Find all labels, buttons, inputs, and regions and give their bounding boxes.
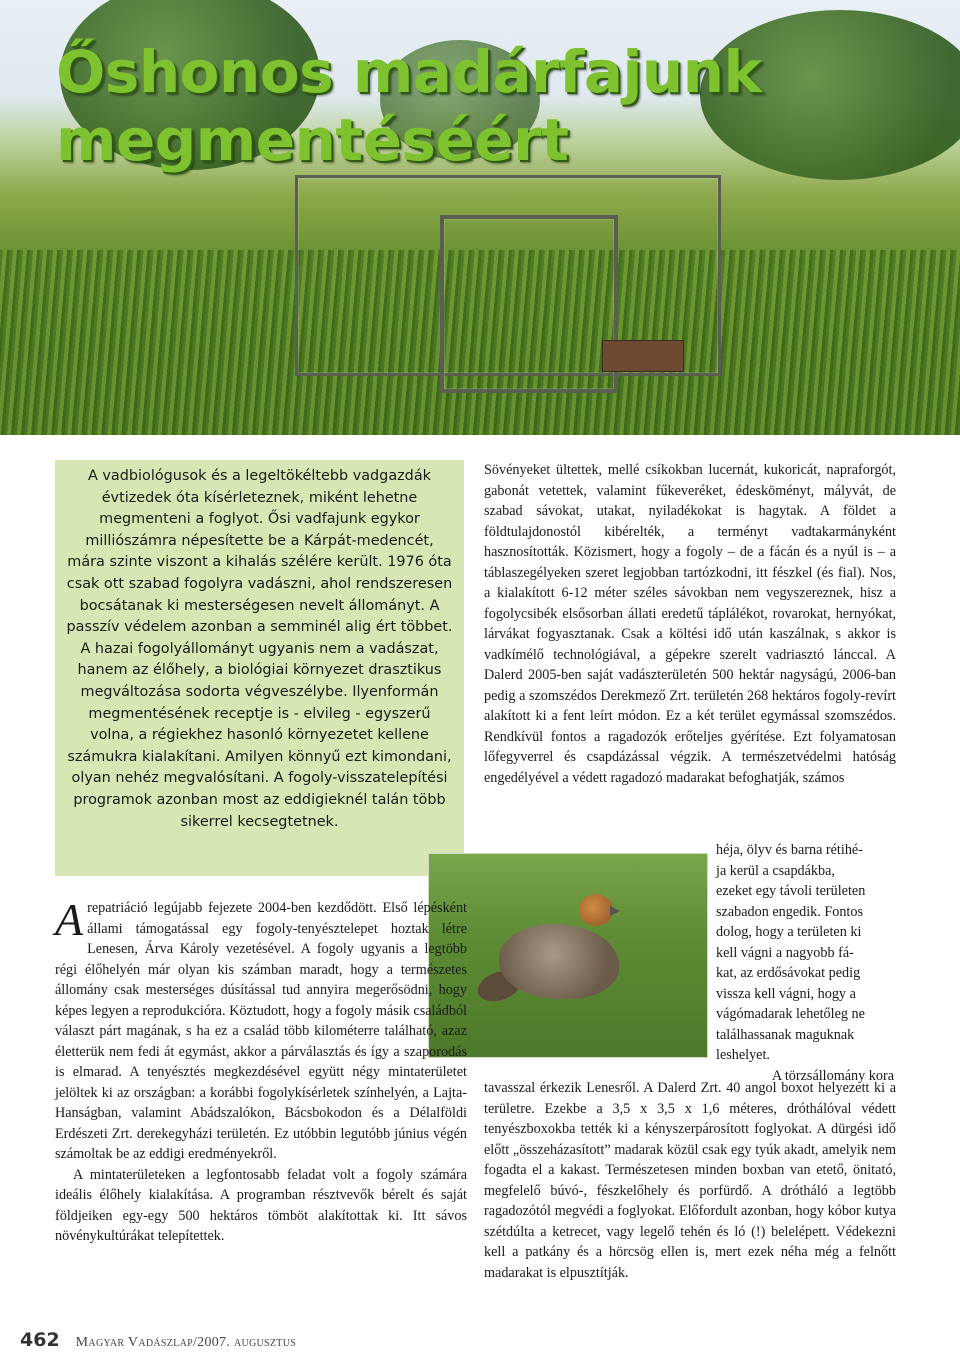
headline-line-2: megmentéséért xyxy=(56,106,569,174)
body-left-paragraph-2: A mintaterületeken a legfontosabb feladat volt a fogoly számára ideális élőhely kialakítása. A programban résztvevők bérelt és saját földjeiken egy-egy 500 hektáros tömböt alakítottak ki. Itt sávos növénykultúrákat telepítettek. xyxy=(55,1166,467,1244)
magazine-issue: Magyar Vadászlap/2007. augusztus xyxy=(75,1335,297,1350)
lead-box xyxy=(55,460,464,876)
body-left-paragraph-1 xyxy=(55,894,467,1165)
partridge-photo xyxy=(428,853,708,1058)
drop-cap: A xyxy=(55,894,84,945)
wrap-line: találhassanak maguknak xyxy=(716,1026,855,1043)
body-right-paragraph-2: tavasszal érkezik Lenesről. A Dalerd Zrt. 40 angol boxot helyezett ki a területre. Ezekbe a 3,5 x 3,5 x 1,6 méteres, dróthálóval védett tenyészboxokba tették ki a kényszerpárosított foglyokat. A dürgési idő előtt „összeházasított” madarak közül csak egy tyúk akadt, amelyik nem fogadta el a kakast. Természetesen minden boxban van etető, önitató, megfelelő búvó-, fészkelőhely és porfürdő. A drótháló a legtöbb ragadozótól megvédi a foglyokat. Előfordult azonban, hogy kóbor kutya szétdúlta a ketrecet, vagy legelő tehén és ló (!) belelépett. Védekezni kell a patkány és a hörcsög ellen is, mert ezek néha még a felnőtt madarakat is elpusztítják. xyxy=(484,1080,896,1281)
wooden-box xyxy=(602,340,684,372)
release-cage-door xyxy=(440,215,618,393)
body-right-p2-first: A törzsállomány kora xyxy=(771,1067,894,1084)
body-column-right xyxy=(484,460,896,788)
hero-photo-meadow-cage xyxy=(0,0,960,435)
body-column-left xyxy=(55,894,467,1247)
headline-line-1: Őshonos madárfajunk xyxy=(56,38,762,106)
wrap-line: héja, ölyv és barna rétihé- xyxy=(716,842,863,858)
page-number: 462 xyxy=(20,1329,60,1351)
page-footer xyxy=(20,1329,296,1351)
body-right-wrap xyxy=(716,840,896,1086)
wrap-line: ja kerül a csapdákba, xyxy=(716,862,835,879)
body-right-paragraph-1: Sövényeket ültettek, mellé csíkokban lucernát, kukoricát, napraforgót, gabonát vetettek, valamint fűkeveréket, édesköményt, mályvát, de szabad sávokat, utakat, nyiladékokat is hagytak. A földet a földtulajdonostól kibérelték, a terményt vadtakarmányként hasznosították. Közismert, hogy a fogoly – de a fácán és a nyúl is – a táblaszegélyeken szeret legjobban tartózkodni, itt fészkel (és fial). Nos, a kialakított 6-12 méter széles sávokban nem vegyszereznek, hisz a fogolycsibék elsősorban állati eredetű táplálékot, rovarokat, hernyókat, lárvákat fogyasztanak. Csak a költési idő után kaszálnak, s akkor is vadkímélő technológiával, a gépekre szerelt vadriasztó lánccal. A Dalerd 2005-ben saját vadászterületén 500 hektár nagyságú, 2006-ban pedig a szomszédos Derekmező Zrt. területén 268 hektáros fogoly-revírt alakított ki a fent leírt módon. Ez a két terület egymással szomszédos. Rendkívül fontos a ragadozók erőteljes gyérítése. Ezt folyamatosan lőfegyverrel és csapdázással végzik. A természetvédelmi hatóság engedélyével a védett ragadozó madarakat befoghatják, számos xyxy=(484,462,896,786)
wrap-line: dolog, hogy a területen ki xyxy=(716,924,862,940)
partridge-head xyxy=(579,894,613,926)
wrap-line: ezeket egy távoli területen xyxy=(716,883,866,899)
lead-text: A vadbiológusok és a legeltökéltebb vadgazdák évtizedek óta kísérleteznek, miként lehetne megmenteni a foglyot. Ősi vadfajunk egykor milliószámra népesítette be a Kárpát-medencét, mára szinte viszont a kihalás szélére került. 1976 óta csak ott szabad fogolyra vadászni, ahol rendszeresen bocsátanak ki mesterségesen nevelt állományt. A passzív védelem azonban a semminél alig ért többet. A hazai fogolyállományt ugyanis nem a vadászat, hanem az élőhely, a biológiai környezet drasztikus megváltozása sodorta végveszélybe. Ilyenformán megmentésének receptje is - elvileg - egyszerű volna, a régiekhez hasonló környezetet kellene számukra kialakítani. Amilyen könnyű ezt kimondani, olyan nehéz megvalósítani. A fogoly-visszatelepítési programok azonban most az eddigieknél talán több sikerrel kecsegtetnek. xyxy=(66,468,453,830)
wrap-line: leshelyet. xyxy=(716,1047,770,1063)
wrap-line: vissza kell vágni, hogy a xyxy=(716,985,856,1002)
partridge-body xyxy=(499,924,619,999)
partridge-beak xyxy=(610,906,620,916)
wrap-line: kell vágni a nagyobb fá- xyxy=(716,944,854,961)
body-right-bottom xyxy=(484,1078,896,1283)
headline xyxy=(56,38,762,174)
body-left-p1-text: repatriáció legújabb fejezete 2004-ben kezdődött. Első lépésként állami támogatással egy fogoly-tenyésztelepet hoztak létre Lenesen, Árva Károly vezetésével. A fogoly ugyanis a legtöbb régi élőhelyén már olyan kis számban maradt, hogy a természetes állomány csak mesterséges dúsítással tud annyira megerősödni, hogy képes legyen a reprodukcióra. Köztudott, hogy a fogoly másik családból választ párt magának, s ha ez a család több kilométerre található, azaz életterük nem fedi át egymást, akkor a párválasztás és így a szaporodás is elmarad. A tenyésztés megkezdésével együtt négy mintaterületet jelöltek ki az országban: a korábbi fogolykísérletek színhelyén, a Lajta-Hanságban, valamint Abádszalókon, Bácsbokodon és a Délalföldi Erdészeti Zrt. derekegyházi területén. Ez utóbbin legutóbb június végén számoltak be az eddigi eredményekről. xyxy=(55,900,467,1162)
wrap-line: szabadon engedik. Fontos xyxy=(716,903,863,920)
wrap-line: kat, az erdősávokat pedig xyxy=(716,965,861,981)
wrap-line: vágómadarak lehetőleg ne xyxy=(716,1006,865,1022)
